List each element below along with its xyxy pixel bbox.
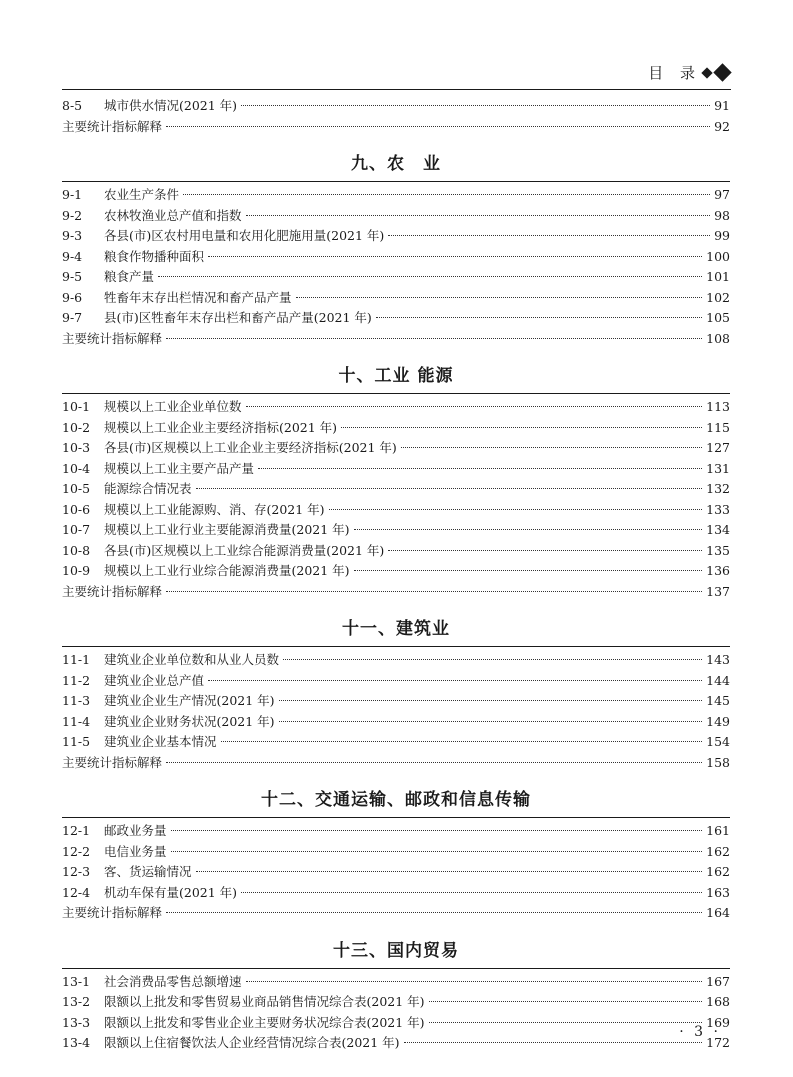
dot-leader [388, 550, 702, 551]
entry-page-number: 97 [714, 187, 730, 202]
toc-entry[interactable] [62, 883, 730, 904]
toc-entry[interactable] [62, 308, 730, 329]
entry-number: 11-2 [62, 672, 91, 688]
dot-leader [354, 529, 703, 530]
toc-entry[interactable] [62, 671, 730, 692]
small-diamond-icon [701, 67, 712, 78]
entry-title: 社会消费品零售总额增速 [104, 973, 242, 989]
toc-entry[interactable] [62, 397, 730, 418]
entry-page-number: 134 [706, 522, 730, 537]
entry-title: 规模以上工业能源购、消、存(2021 年) [104, 501, 325, 517]
dot-leader [283, 659, 702, 660]
entry-number: 13-3 [62, 1014, 91, 1030]
entry-title: 各县(市)区农村用电量和农用化肥施用量(2021 年) [104, 228, 385, 243]
entry-page-number: 115 [706, 419, 730, 435]
entry-page-number: 149 [706, 713, 730, 729]
dot-leader [246, 215, 711, 216]
entry-page-number: 163 [706, 884, 730, 900]
entry-page-number: 108 [706, 330, 730, 346]
dot-leader [279, 700, 703, 701]
toc-entry[interactable] [62, 329, 730, 350]
toc-entry[interactable] [62, 117, 730, 138]
toc-entry[interactable] [62, 821, 730, 842]
entry-title: 邮政业务量 [104, 823, 167, 838]
entry-page-number: 133 [706, 501, 730, 517]
entry-number: 9-5 [62, 269, 83, 284]
entry-title: 电信业务量 [104, 843, 167, 859]
entry-page-number: 145 [706, 693, 730, 708]
entry-page-number: 102 [706, 289, 730, 305]
section-heading: 九、农 业 [351, 154, 441, 174]
entry-number: 9-1 [62, 187, 83, 202]
toc-entry[interactable] [62, 903, 730, 924]
toc-entry[interactable] [62, 582, 730, 603]
entry-title: 各县(市)区规模以上工业综合能源消费量(2021 年) [104, 542, 385, 558]
entry-page-number: 91 [714, 98, 730, 113]
entry-number: 10-4 [62, 460, 91, 476]
entry-title: 主要统计指标解释 [62, 905, 163, 920]
entry-title: 限额以上住宿餐饮法人企业经营情况综合表(2021 年) [104, 1035, 400, 1050]
section-heading: 十三、国内贸易 [333, 940, 459, 961]
dot-leader [166, 912, 702, 913]
entry-title: 主要统计指标解释 [62, 118, 163, 134]
dot-leader [166, 126, 710, 127]
entry-page-number: 162 [706, 864, 730, 879]
toc-entry[interactable] [62, 96, 730, 117]
entry-title: 机动车保有量(2021 年) [104, 884, 238, 900]
section-rule [62, 646, 730, 647]
entry-title: 建筑业企业生产情况(2021 年) [104, 693, 275, 708]
section-rule [62, 968, 730, 969]
entry-title: 建筑业企业总产值 [104, 672, 205, 688]
entry-page-number: 127 [706, 440, 730, 455]
entry-number: 13-1 [62, 973, 91, 989]
section-rule [62, 817, 730, 818]
entry-number: 9-2 [62, 207, 83, 223]
section-rule [62, 393, 730, 394]
dot-leader [404, 1042, 703, 1043]
entry-number: 11-1 [62, 652, 91, 667]
entry-number: 10-9 [62, 563, 91, 578]
toc-entry[interactable] [62, 541, 730, 562]
entry-title: 规模以上工业主要产品产量 [104, 460, 255, 476]
entry-number: 11-4 [62, 713, 91, 729]
entry-title: 各县(市)区规模以上工业企业主要经济指标(2021 年) [104, 440, 397, 455]
toc-entry[interactable] [62, 459, 730, 480]
entry-number: 11-3 [62, 693, 91, 708]
dot-leader [196, 871, 703, 872]
entry-page-number: 100 [706, 248, 730, 264]
entry-title: 粮食产量 [104, 269, 155, 284]
entry-title: 规模以上工业企业单位数 [104, 399, 242, 414]
entry-title: 农业生产条件 [104, 187, 180, 202]
entry-title: 规模以上工业行业主要能源消费量(2021 年) [104, 522, 350, 537]
entry-number: 10-2 [62, 419, 91, 435]
entry-title: 农林牧渔业总产值和指数 [104, 207, 242, 223]
entry-number: 9-4 [62, 248, 83, 264]
toc-entry[interactable] [62, 561, 730, 582]
entry-title: 限额以上批发和零售业企业主要财务状况综合表(2021 年) [104, 1014, 425, 1030]
entry-title: 客、货运输情况 [104, 864, 192, 879]
entry-title: 牲畜年末存出栏情况和畜产品产量 [104, 289, 292, 305]
entry-page-number: 161 [706, 823, 730, 838]
dot-leader [429, 1022, 703, 1023]
toc-entry[interactable] [62, 288, 730, 309]
section-heading: 十、工业 能源 [338, 366, 454, 386]
entry-title: 建筑业企业财务状况(2021 年) [104, 713, 275, 729]
dot-leader [221, 741, 703, 742]
dot-leader [183, 194, 710, 195]
toc-entry[interactable] [62, 418, 730, 439]
dot-leader [208, 256, 702, 257]
entry-page-number: 136 [706, 563, 730, 578]
entry-page-number: 143 [706, 652, 730, 667]
entry-title: 建筑业企业单位数和从业人员数 [104, 652, 280, 667]
dot-leader [241, 892, 702, 893]
dot-leader [329, 509, 703, 510]
entry-title: 主要统计指标解释 [62, 583, 163, 599]
entry-number: 10-1 [62, 399, 91, 414]
dot-leader [171, 851, 703, 852]
header-rule [62, 89, 731, 90]
page-number: · 3 · [679, 1024, 721, 1040]
entry-page-number: 162 [706, 843, 730, 859]
toc-entry[interactable] [62, 1033, 730, 1054]
entry-title: 县(市)区牲畜年末存出栏和畜产品产量(2021 年) [104, 310, 372, 325]
entry-number: 13-4 [62, 1035, 91, 1050]
toc-entry[interactable] [62, 992, 730, 1013]
dot-leader [166, 591, 702, 592]
entry-title: 能源综合情况表 [104, 481, 192, 496]
table-of-contents [62, 96, 730, 1054]
entry-page-number: 105 [706, 310, 730, 325]
entry-number: 12-1 [62, 823, 91, 838]
entry-title: 主要统计指标解释 [62, 754, 163, 770]
entry-number: 10-3 [62, 440, 91, 455]
toc-entry[interactable] [62, 862, 730, 883]
dot-leader [296, 297, 703, 298]
diamond-ornament-icon [703, 64, 733, 82]
dot-leader [171, 830, 703, 831]
toc-entry[interactable] [62, 206, 730, 227]
entry-number: 13-2 [62, 994, 91, 1009]
section-rule [62, 181, 730, 182]
dot-leader [166, 762, 702, 763]
toc-entry[interactable] [62, 972, 730, 993]
entry-number: 10-6 [62, 501, 91, 517]
entry-page-number: 164 [706, 905, 730, 920]
entry-number: 12-2 [62, 843, 91, 859]
entry-number: 10-5 [62, 481, 91, 496]
toc-entry[interactable] [62, 267, 730, 288]
entry-page-number: 167 [706, 973, 730, 989]
entry-number: 9-6 [62, 289, 83, 305]
entry-page-number: 154 [706, 734, 730, 749]
dot-leader [158, 276, 702, 277]
toc-entry[interactable] [62, 691, 730, 712]
dot-leader [258, 468, 702, 469]
section-heading: 十一、建筑业 [342, 619, 450, 639]
entry-page-number: 99 [714, 228, 730, 243]
toc-entry[interactable] [62, 842, 730, 863]
entry-title: 主要统计指标解释 [62, 330, 163, 346]
entry-number: 10-8 [62, 542, 91, 558]
entry-page-number: 144 [706, 672, 730, 688]
dot-leader [279, 721, 703, 722]
entry-page-number: 169 [706, 1014, 730, 1030]
entry-number: 10-7 [62, 522, 91, 537]
entry-number: 9-3 [62, 228, 83, 243]
toc-entry[interactable] [62, 650, 730, 671]
entry-title: 建筑业企业基本情况 [104, 734, 217, 749]
toc-entry[interactable] [62, 1013, 730, 1034]
entry-page-number: 101 [706, 269, 730, 284]
entry-number: 11-5 [62, 734, 91, 749]
entry-page-number: 158 [706, 754, 730, 770]
entry-title: 规模以上工业行业综合能源消费量(2021 年) [104, 563, 350, 578]
running-header [60, 62, 733, 88]
entry-title: 粮食作物播种面积 [104, 248, 205, 264]
toc-entry[interactable] [62, 226, 730, 247]
entry-title: 限额以上批发和零售贸易业商品销售情况综合表(2021 年) [104, 994, 425, 1009]
entry-page-number: 135 [706, 542, 730, 558]
entry-page-number: 92 [714, 118, 730, 134]
toc-entry[interactable] [62, 500, 730, 521]
toc-entry[interactable] [62, 712, 730, 733]
dot-leader [341, 427, 702, 428]
entry-title: 城市供水情况(2021 年) [104, 98, 238, 113]
entry-page-number: 131 [706, 460, 730, 476]
toc-entry[interactable] [62, 732, 730, 753]
toc-entry[interactable] [62, 247, 730, 268]
toc-entry[interactable] [62, 520, 730, 541]
entry-page-number: 113 [706, 399, 730, 414]
entry-page-number: 137 [706, 583, 730, 599]
toc-entry[interactable] [62, 185, 730, 206]
entry-page-number: 98 [714, 207, 730, 223]
entry-title: 规模以上工业企业主要经济指标(2021 年) [104, 419, 338, 435]
entry-page-number: 172 [706, 1035, 730, 1050]
dot-leader [208, 680, 702, 681]
entry-page-number: 168 [706, 994, 730, 1009]
toc-entry[interactable] [62, 479, 730, 500]
dot-leader [401, 447, 702, 448]
dot-leader [429, 1001, 703, 1002]
section-heading: 十二、交通运输、邮政和信息传输 [261, 790, 531, 810]
dot-leader [354, 570, 703, 571]
dot-leader [246, 981, 703, 982]
large-diamond-icon [713, 63, 731, 81]
entry-number: 8-5 [62, 98, 83, 113]
dot-leader [376, 317, 702, 318]
header-title: 目 录 [648, 64, 701, 82]
dot-leader [241, 105, 710, 106]
entry-number: 12-3 [62, 864, 91, 879]
entry-page-number: 132 [706, 481, 730, 496]
dot-leader [246, 406, 703, 407]
dot-leader [166, 338, 702, 339]
entry-number: 12-4 [62, 884, 91, 900]
entry-number: 9-7 [62, 310, 83, 325]
dot-leader [196, 488, 703, 489]
toc-entry[interactable] [62, 753, 730, 774]
dot-leader [388, 235, 710, 236]
toc-entry[interactable] [62, 438, 730, 459]
